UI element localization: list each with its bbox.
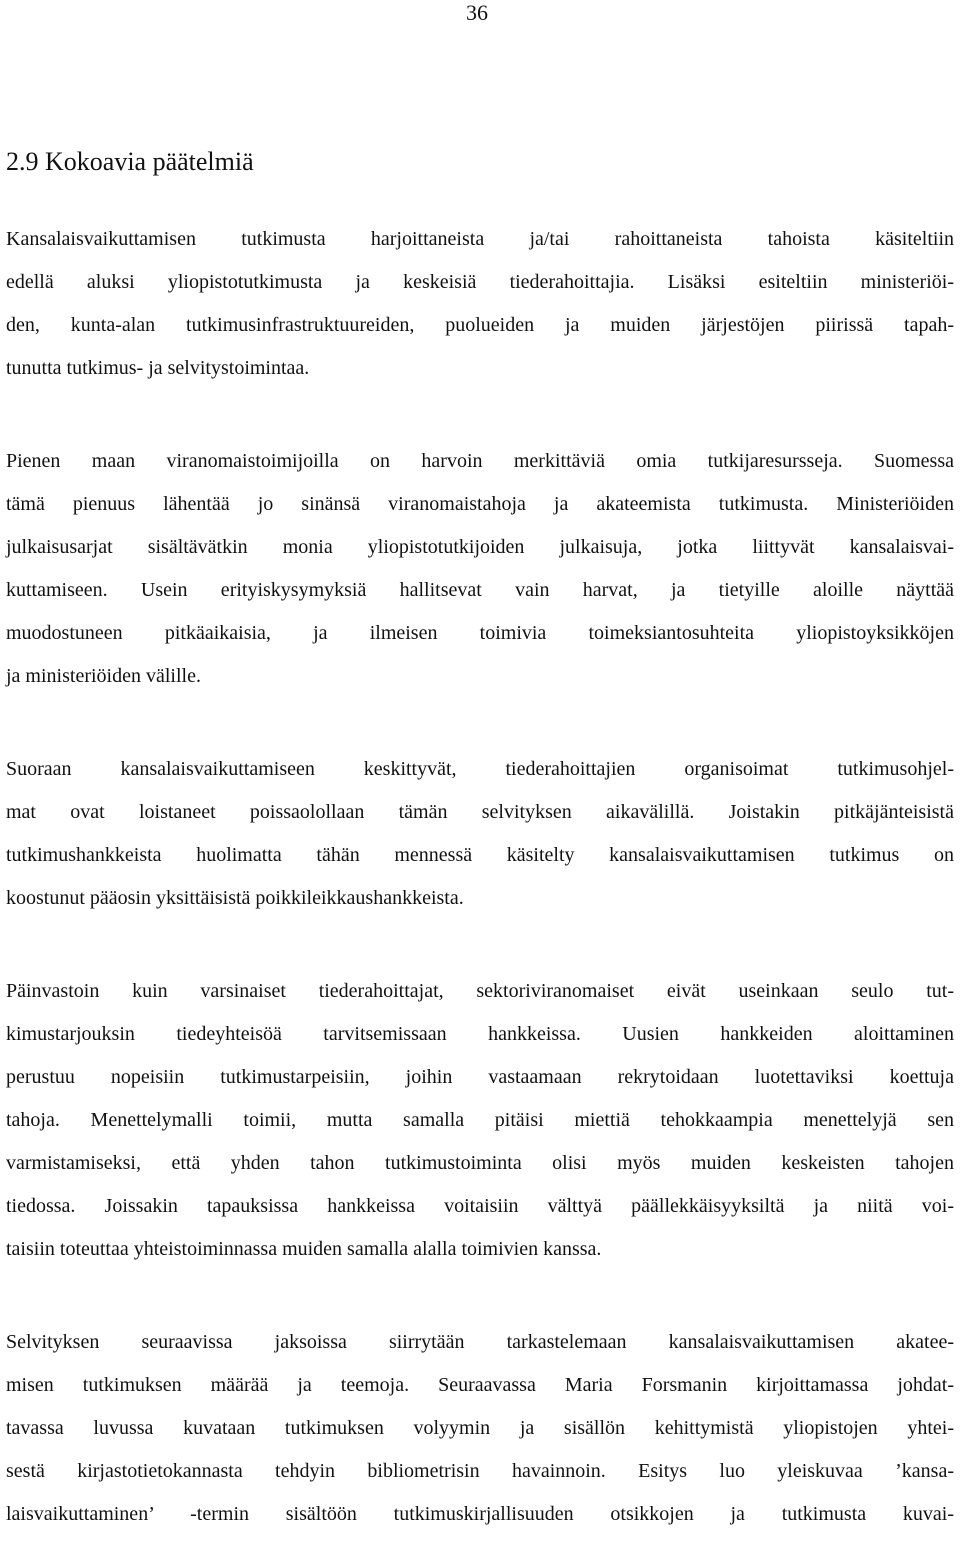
text-line: tämä pienuus lähentää jo sinänsä viranomaistahoja ja akateemista tutkimusta. Ministeriöiden xyxy=(6,493,954,515)
page-number: 36 xyxy=(466,0,488,25)
text-line: mat ovat loistaneet poissaolollaan tämän selvityksen aikavälillä. Joistakin pitkäjänteisistä xyxy=(6,801,954,823)
text-line: misen tutkimuksen määrää ja teemoja. Seuraavassa Maria Forsmanin kirjoittamassa johdat- xyxy=(6,1374,954,1396)
text-line: taisiin toteuttaa yhteistoiminnassa muiden samalla alalla toimivien kanssa. xyxy=(6,1238,602,1260)
text-line: tunutta tutkimus- ja selvitystoimintaa. xyxy=(6,357,310,379)
text-line: tavassa luvussa kuvataan tutkimuksen volyymin ja sisällön kehittymistä yliopistojen yhtei- xyxy=(6,1417,954,1439)
text-line: Päinvastoin kuin varsinaiset tiederahoittajat, sektoriviranomaiset eivät useinkaan seulo tut- xyxy=(6,980,954,1002)
text-line: koostunut pääosin yksittäisistä poikkileikkaushankkeista. xyxy=(6,887,464,909)
text-line: kimustarjouksin tiedeyhteisöä tarvitsemissaan hankkeissa. Uusien hankkeiden aloittaminen xyxy=(6,1023,954,1045)
text-line: muodostuneen pitkäaikaisia, ja ilmeisen toimivia toimeksiantosuhteita yliopistoyksikköjen xyxy=(6,622,954,644)
text-line: edellä aluksi yliopistotutkimusta ja keskeisiä tiederahoittajia. Lisäksi esiteltiin ministeriöi- xyxy=(6,271,954,293)
text-line: den, kunta-alan tutkimusinfrastruktuureiden, puolueiden ja muiden järjestöjen piirissä tapah- xyxy=(6,314,954,336)
text-line: laisvaikuttaminen’ -termin sisältöön tutkimuskirjallisuuden otsikkojen ja tutkimusta kuvai- xyxy=(6,1503,954,1525)
text-line: tiedossa. Joissakin tapauksissa hankkeissa voitaisiin välttyä päällekkäisyyksiltä ja niitä voi- xyxy=(6,1195,954,1217)
text-line: kuttamiseen. Usein erityiskysymyksiä hallitsevat vain harvat, ja tietyille aloille näyttää xyxy=(6,579,954,601)
text-line: perustuu nopeisiin tutkimustarpeisiin, joihin vastaamaan rekrytoidaan luotettaviksi koettuja xyxy=(6,1066,954,1088)
text-line: sestä kirjastotietokannasta tehdyin bibliometrisin havainnoin. Esitys luo yleiskuvaa ’kansa- xyxy=(6,1460,954,1482)
text-line: Suoraan kansalaisvaikuttamiseen keskittyvät, tiederahoittajien organisoimat tutkimusohjel- xyxy=(6,758,954,780)
text-line: tahoja. Menettelymalli toimii, mutta samalla pitäisi miettiä tehokkaampia menettelyjä sen xyxy=(6,1109,954,1131)
text-line: varmistamiseksi, että yhden tahon tutkimustoiminta olisi myös muiden keskeisten tahojen xyxy=(6,1152,954,1174)
text-line: ja ministeriöiden välille. xyxy=(6,665,201,687)
section-heading: 2.9 Kokoavia päätelmiä xyxy=(6,147,254,176)
text-line: Selvityksen seuraavissa jaksoissa siirrytään tarkastelemaan kansalaisvaikuttamisen akatee- xyxy=(6,1331,954,1353)
text-line: Kansalaisvaikuttamisen tutkimusta harjoittaneista ja/tai rahoittaneista tahoista käsiteltiin xyxy=(6,228,954,250)
text-line: tutkimushankkeista huolimatta tähän mennessä käsitelty kansalaisvaikuttamisen tutkimus on xyxy=(6,844,954,866)
text-line: Pienen maan viranomaistoimijoilla on harvoin merkittäviä omia tutkijaresursseja. Suomessa xyxy=(6,450,954,472)
text-line: julkaisusarjat sisältävätkin monia yliopistotutkijoiden julkaisuja, jotka liittyvät kansalaisvai- xyxy=(6,536,954,558)
